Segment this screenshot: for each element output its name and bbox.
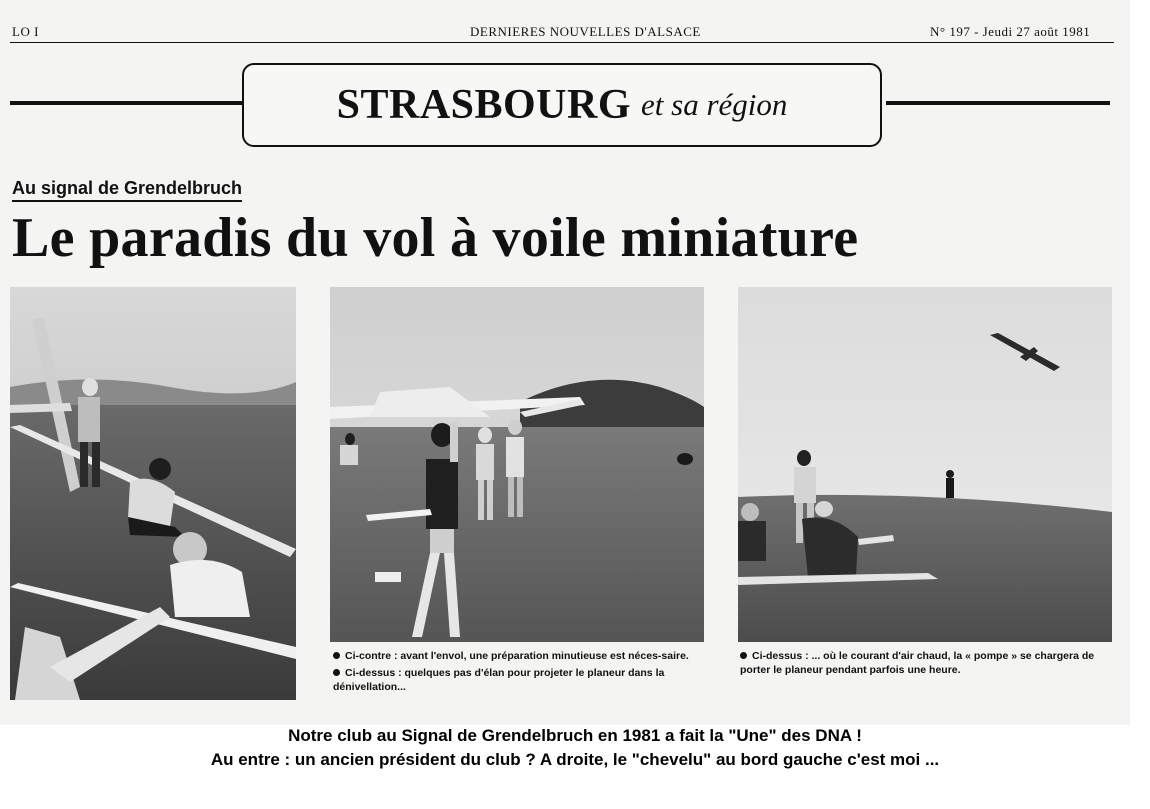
caption-middle-item-1: Ci-contre : avant l'envol, une préparation minutieuse est néces-saire. xyxy=(333,649,705,663)
bullet-icon xyxy=(333,652,340,659)
caption-right-item: Ci-dessus : ... où le courant d'air chaud, la « pompe » se chargera de porter le planeur pendant parfois une heure. xyxy=(740,650,1095,676)
photo-left-preparation xyxy=(10,287,296,700)
banner-subtitle: et sa région xyxy=(641,87,788,122)
note-line-2: Au entre : un ancien président du club ? A droite, le "chevelu" au bord gauche c'est moi ... xyxy=(210,750,940,769)
caption-middle xyxy=(333,649,705,697)
page-section-label: LO I xyxy=(12,24,39,39)
banner-rule-left xyxy=(10,101,242,105)
caption-middle-item-2: Ci-dessus : quelques pas d'élan pour projeter le planeur dans la dénivellation... xyxy=(333,667,665,693)
header-rule xyxy=(10,42,1114,43)
banner-title: STRASBOURG xyxy=(336,82,632,128)
bullet-icon xyxy=(740,652,747,659)
photo-right-image xyxy=(738,287,1112,642)
photo-middle-image xyxy=(330,287,704,642)
issue-date: N° 197 - Jeudi 27 août 1981 xyxy=(930,24,1091,39)
newspaper-name: DERNIERES NOUVELLES D'ALSACE xyxy=(470,24,701,39)
photo-left-image xyxy=(10,287,296,700)
note-line-1: Notre club au Signal de Grendelbruch en 1981 a fait la "Une" des DNA ! xyxy=(288,726,862,745)
photo-middle-launch xyxy=(330,287,704,642)
caption-right xyxy=(740,649,1112,680)
banner-rule-right xyxy=(886,101,1110,105)
article-headline: Le paradis du vol à voile miniature xyxy=(12,207,859,269)
article-kicker: Au signal de Grendelbruch xyxy=(12,178,242,202)
bullet-icon xyxy=(333,669,340,676)
section-banner xyxy=(242,63,882,147)
photo-right-flight xyxy=(738,287,1112,642)
